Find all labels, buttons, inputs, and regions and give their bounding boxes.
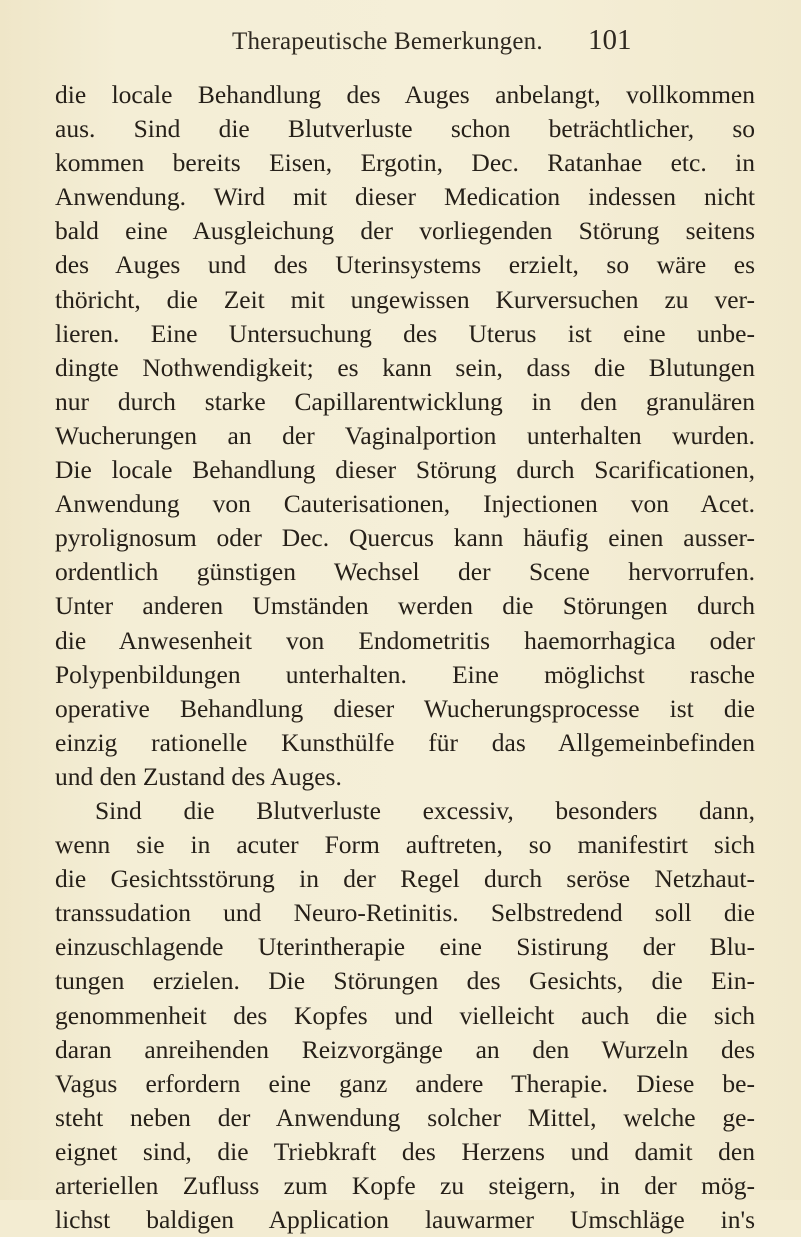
- text-line: wenn sie in acuter Form auftreten, so manifestirt sich: [55, 830, 755, 860]
- text-line: genommenheit des Kopfes und vielleicht auch die sich: [55, 1000, 755, 1030]
- text-line: die Anwesenheit von Endometritis haemorrhagica oder: [55, 625, 755, 655]
- text-line: nur durch starke Capillarentwicklung in den granulären: [55, 386, 755, 416]
- text-line: dingte Nothwendigkeit; es kann sein, dass die Blutungen: [55, 352, 755, 382]
- text-line: aus. Sind die Blutverluste schon beträchtlicher, so: [55, 114, 755, 144]
- text-line: steht neben der Anwendung solcher Mittel, welche ge-: [55, 1102, 755, 1132]
- text-line: einzig rationelle Kunsthülfe für das Allgemeinbefinden: [55, 727, 755, 757]
- text-line: transsudation und Neuro-Retinitis. Selbstredend soll die: [55, 898, 755, 928]
- text-line: tungen erzielen. Die Störungen des Gesichts, die Ein-: [55, 966, 755, 996]
- text-line: die Gesichtsstörung in der Regel durch seröse Netzhaut-: [55, 864, 755, 894]
- text-line: lichst baldigen Application lauwarmer Umschläge in's: [55, 1205, 755, 1235]
- running-head: Therapeutische Bemerkungen.: [232, 28, 543, 55]
- text-line: und den Zustand des Auges.: [55, 761, 342, 791]
- body-text: [55, 78, 755, 1237]
- text-line: pyrolignosum oder Dec. Quercus kann häufig einen ausser-: [55, 523, 755, 553]
- text-line: arteriellen Zufluss zum Kopfe zu steigern, in der mög-: [55, 1171, 755, 1200]
- text-line: Die locale Behandlung dieser Störung durch Scarificationen,: [55, 455, 755, 485]
- text-line: einzuschlagende Uterintherapie eine Sistirung der Blu-: [55, 932, 755, 962]
- text-line: daran anreihenden Reizvorgänge an den Wurzeln des: [55, 1034, 755, 1064]
- text-line: bald eine Ausgleichung der vorliegenden Störung seitens: [55, 216, 755, 246]
- text-line: kommen bereits Eisen, Ergotin, Dec. Ratanhae etc. in: [55, 148, 755, 178]
- text-line: Anwendung. Wird mit dieser Medication indessen nicht: [55, 182, 755, 212]
- text-line: thöricht, die Zeit mit ungewissen Kurversuchen zu ver-: [55, 284, 755, 314]
- text-line: Vagus erfordern eine ganz andere Therapie. Diese be-: [55, 1068, 755, 1098]
- page-number: 101: [588, 24, 632, 56]
- text-line: eignet sind, die Triebkraft des Herzens und damit den: [55, 1136, 755, 1166]
- text-line: Anwendung von Cauterisationen, Injectionen von Acet.: [55, 489, 755, 519]
- text-line: Unter anderen Umständen werden die Störungen durch: [55, 591, 755, 621]
- text-line: Wucherungen an der Vaginalportion unterhalten wurden.: [55, 420, 755, 450]
- text-line: lieren. Eine Untersuchung des Uterus ist eine unbe-: [55, 318, 755, 348]
- text-line: des Auges und des Uterinsystems erzielt, so wäre es: [55, 250, 755, 280]
- text-line: die locale Behandlung des Auges anbelangt, vollkommen: [55, 80, 755, 109]
- text-line: Polypenbildungen unterhalten. Eine möglichst rasche: [55, 659, 755, 689]
- text-line: operative Behandlung dieser Wucherungsprocesse ist die: [55, 693, 755, 723]
- text-line: ordentlich günstigen Wechsel der Scene hervorrufen.: [55, 557, 755, 587]
- text-line: Sind die Blutverluste excessiv, besonders dann,: [95, 795, 755, 825]
